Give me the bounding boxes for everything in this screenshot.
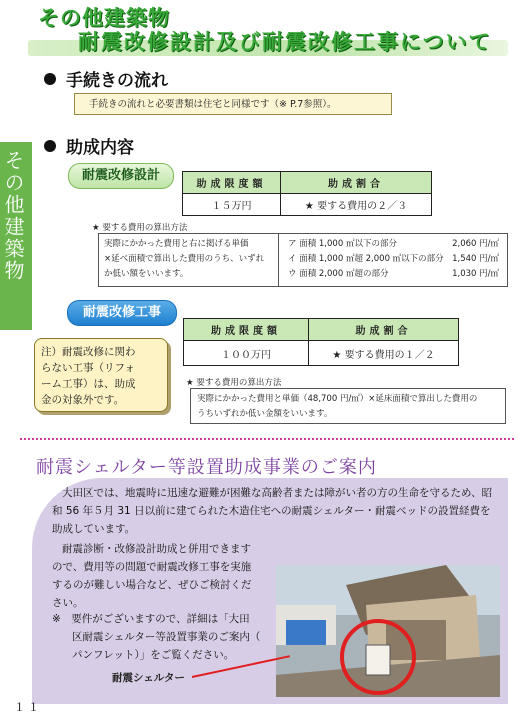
section-divider <box>20 438 514 440</box>
calc-left-line: か低い額をいいます。 <box>104 269 189 279</box>
design-calc-box <box>98 233 508 287</box>
photo-illustration <box>276 565 500 697</box>
work-calc-box: 実際にかかった費用と単価（48,700 円/㎡）×延床面積で算出した費用の うちいずれか低い金額をいいます。 <box>190 388 506 424</box>
calc-rate-row: ウ 面積 2,000 ㎡超の部分 1,030 円/㎡ <box>288 269 499 279</box>
calc-rate-row: ア 面積 1,000 ㎡以下の部分 2,060 円/㎡ <box>288 239 499 249</box>
calc-left-line: 実際にかかった費用と右に掲げる単価 <box>104 239 249 249</box>
shelter-para1: 大田区では、地震時に迅速な避難が困難な高齢者または障がい者の方の生命を守るため、昭和 56 年５月 31 日以前に建てられた木造住宅への耐震シェルター・耐震ベッドの設置経費を助成しています。 <box>52 487 493 535</box>
header-ratio: 助成割合 <box>309 319 459 341</box>
design-ratio: ★ 要する費用の２／３ <box>281 194 432 216</box>
work-calc-title: ★ 要する費用の算出方法 <box>186 378 282 388</box>
design-label: 耐震改修設計 <box>68 163 174 189</box>
page-title-line2: 耐震改修設計及び耐震改修工事について <box>78 30 492 54</box>
design-calc-title: ★ 要する費用の算出方法 <box>92 223 188 233</box>
shelter-para2: 耐震診断・改修設計助成と併用できます ので、費用等の問題で耐震改修工事を実施 するのが難しい場合など、ぜひご検討くだ さい。 <box>52 543 252 609</box>
procedure-note: 手続きの流れと必要書類は住宅と同様です（※ P.7参照）。 <box>74 93 392 115</box>
work-table <box>183 318 459 366</box>
sidebar-label: その他建築物 <box>1 150 25 282</box>
subsidy-heading: 助成内容 <box>44 133 134 158</box>
page-number: １１ <box>14 701 42 714</box>
shelter-para3: ※ 要件がございますので、詳細は「大田 区耐震シェルター等設置事業のご案内（ パンフレット）」をご覧ください。 <box>52 613 261 661</box>
shelter-title: 耐震シェルター等設置助成事業のご案内 <box>36 457 377 478</box>
bullet-icon <box>44 140 56 152</box>
work-limit: １００万円 <box>184 341 309 366</box>
design-table <box>182 171 432 216</box>
calc-left-line: ×延べ面積で算出した費用のうち、いずれ <box>104 254 265 264</box>
work-note: 注）耐震改修に関わ らない工事（リフォ ーム工事）は、助成 金の対象外です。 <box>34 338 168 412</box>
header-ratio: 助成割合 <box>281 172 432 194</box>
collapsed-house-photo <box>276 565 500 697</box>
work-label: 耐震改修工事 <box>67 300 177 326</box>
procedure-heading: 手続きの流れ <box>44 66 168 91</box>
design-limit: １５万円 <box>183 194 281 216</box>
work-ratio: ★ 要する費用の１／２ <box>309 341 459 366</box>
header-limit: 助成限度額 <box>184 319 309 341</box>
header-limit: 助成限度額 <box>183 172 281 194</box>
calc-rate-row: イ 面積 1,000 ㎡超 2,000 ㎡以下の部分 1,540 円/㎡ <box>288 254 499 264</box>
shelter-photo-label: 耐震シェルター <box>112 672 185 684</box>
page-title-line1: その他建築物 <box>38 6 170 30</box>
bullet-icon <box>44 73 56 85</box>
